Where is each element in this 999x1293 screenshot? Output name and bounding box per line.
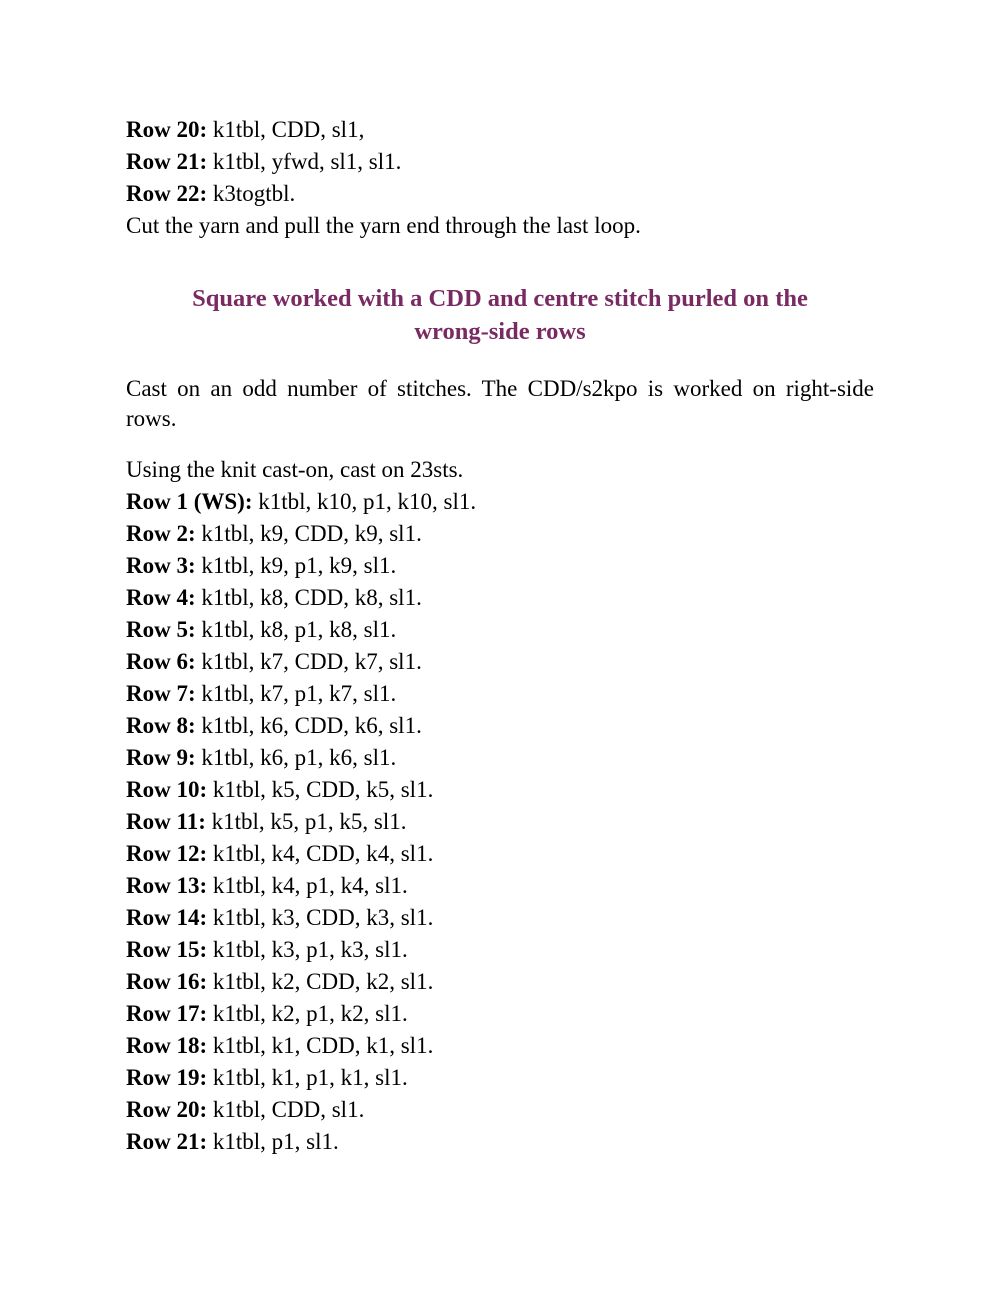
pattern-row [126,1126,874,1158]
row-label: Row 21: [126,1129,208,1154]
row-label: Row 13: [126,873,208,898]
row-instructions: k1tbl, k2, CDD, k2, sl1. [207,969,434,994]
row-label: Row 6: [126,649,196,674]
pattern-row [126,1062,874,1094]
row-instructions: k1tbl, k8, CDD, k8, sl1. [195,585,422,610]
row-instructions: k1tbl, k5, CDD, k5, sl1. [207,777,434,802]
row-instructions: k1tbl, k9, p1, k9, sl1. [195,553,397,578]
row-label: Row 19: [126,1065,208,1090]
pattern-row [126,1094,874,1126]
pattern-row [126,774,874,806]
pattern-row [126,146,874,178]
pattern-row [126,646,874,678]
row-instructions: k1tbl, k1, CDD, k1, sl1. [207,1033,434,1058]
row-label: Row 3: [126,553,196,578]
row-label: Row 15: [126,937,208,962]
row-label: Row 14: [126,905,208,930]
row-label: Row 2: [126,521,196,546]
pattern-row [126,486,874,518]
row-label: Row 21: [126,149,208,174]
document-page [126,114,874,1158]
row-instructions: k1tbl, k6, p1, k6, sl1. [195,745,397,770]
row-label: Row 17: [126,1001,208,1026]
pattern-row [126,742,874,774]
finishing-note: Cut the yarn and pull the yarn end through the last loop. [126,213,641,238]
pattern-row [126,582,874,614]
row-label: Row 12: [126,841,208,866]
pattern-row [126,114,874,146]
pattern-row [126,1030,874,1062]
row-instructions: k1tbl, k10, p1, k10, sl1. [252,489,477,514]
section-heading-line-2: wrong-side rows [414,318,586,345]
row-instructions: k1tbl, k3, CDD, k3, sl1. [207,905,434,930]
pattern-row [126,178,874,210]
row-label: Row 1 (WS): [126,489,253,514]
pattern-row [126,838,874,870]
section-heading-line-1: Square worked with a CDD and centre stitch purled on the [192,285,808,312]
pattern-row [126,902,874,934]
row-instructions: k3togtbl. [207,181,296,206]
row-instructions: k1tbl, p1, sl1. [207,1129,339,1154]
pattern-row [126,870,874,902]
row-label: Row 5: [126,617,196,642]
row-instructions: k1tbl, k6, CDD, k6, sl1. [195,713,422,738]
pattern-row [126,998,874,1030]
row-instructions: k1tbl, k4, p1, k4, sl1. [207,873,408,898]
pattern-row [126,518,874,550]
pattern-row [126,550,874,582]
row-label: Row 20: [126,1097,208,1122]
row-instructions: k1tbl, yfwd, sl1, sl1. [207,149,402,174]
row-label: Row 7: [126,681,196,706]
row-instructions: k1tbl, k1, p1, k1, sl1. [207,1065,408,1090]
row-instructions: k1tbl, CDD, sl1, [207,117,365,142]
row-instructions: k1tbl, CDD, sl1. [207,1097,365,1122]
pattern-row [126,934,874,966]
row-instructions: k1tbl, k8, p1, k8, sl1. [195,617,397,642]
section-description: Cast on an odd number of stitches. The CDD/s2kpo is worked on right-side rows. [126,376,874,431]
row-instructions: k1tbl, k5, p1, k5, sl1. [205,809,407,834]
row-instructions: k1tbl, k3, p1, k3, sl1. [207,937,408,962]
row-label: Row 4: [126,585,196,610]
row-label: Row 10: [126,777,208,802]
row-instructions: k1tbl, k2, p1, k2, sl1. [207,1001,408,1026]
pattern-row [126,806,874,838]
row-label: Row 22: [126,181,208,206]
row-label: Row 8: [126,713,196,738]
section-heading [126,282,874,348]
intro-rows [126,114,874,242]
pattern-row [126,710,874,742]
cast-on-instruction: Using the knit cast-on, cast on 23sts. [126,457,464,482]
row-instructions: k1tbl, k9, CDD, k9, sl1. [195,521,422,546]
pattern-row [126,678,874,710]
pattern-rows [126,454,874,1158]
pattern-row [126,966,874,998]
pattern-row [126,614,874,646]
rows-list [126,486,874,1158]
row-label: Row 9: [126,745,196,770]
row-label: Row 20: [126,117,208,142]
row-instructions: k1tbl, k7, CDD, k7, sl1. [195,649,422,674]
row-label: Row 11: [126,809,206,834]
row-label: Row 18: [126,1033,208,1058]
row-instructions: k1tbl, k7, p1, k7, sl1. [195,681,397,706]
row-instructions: k1tbl, k4, CDD, k4, sl1. [207,841,434,866]
row-label: Row 16: [126,969,208,994]
